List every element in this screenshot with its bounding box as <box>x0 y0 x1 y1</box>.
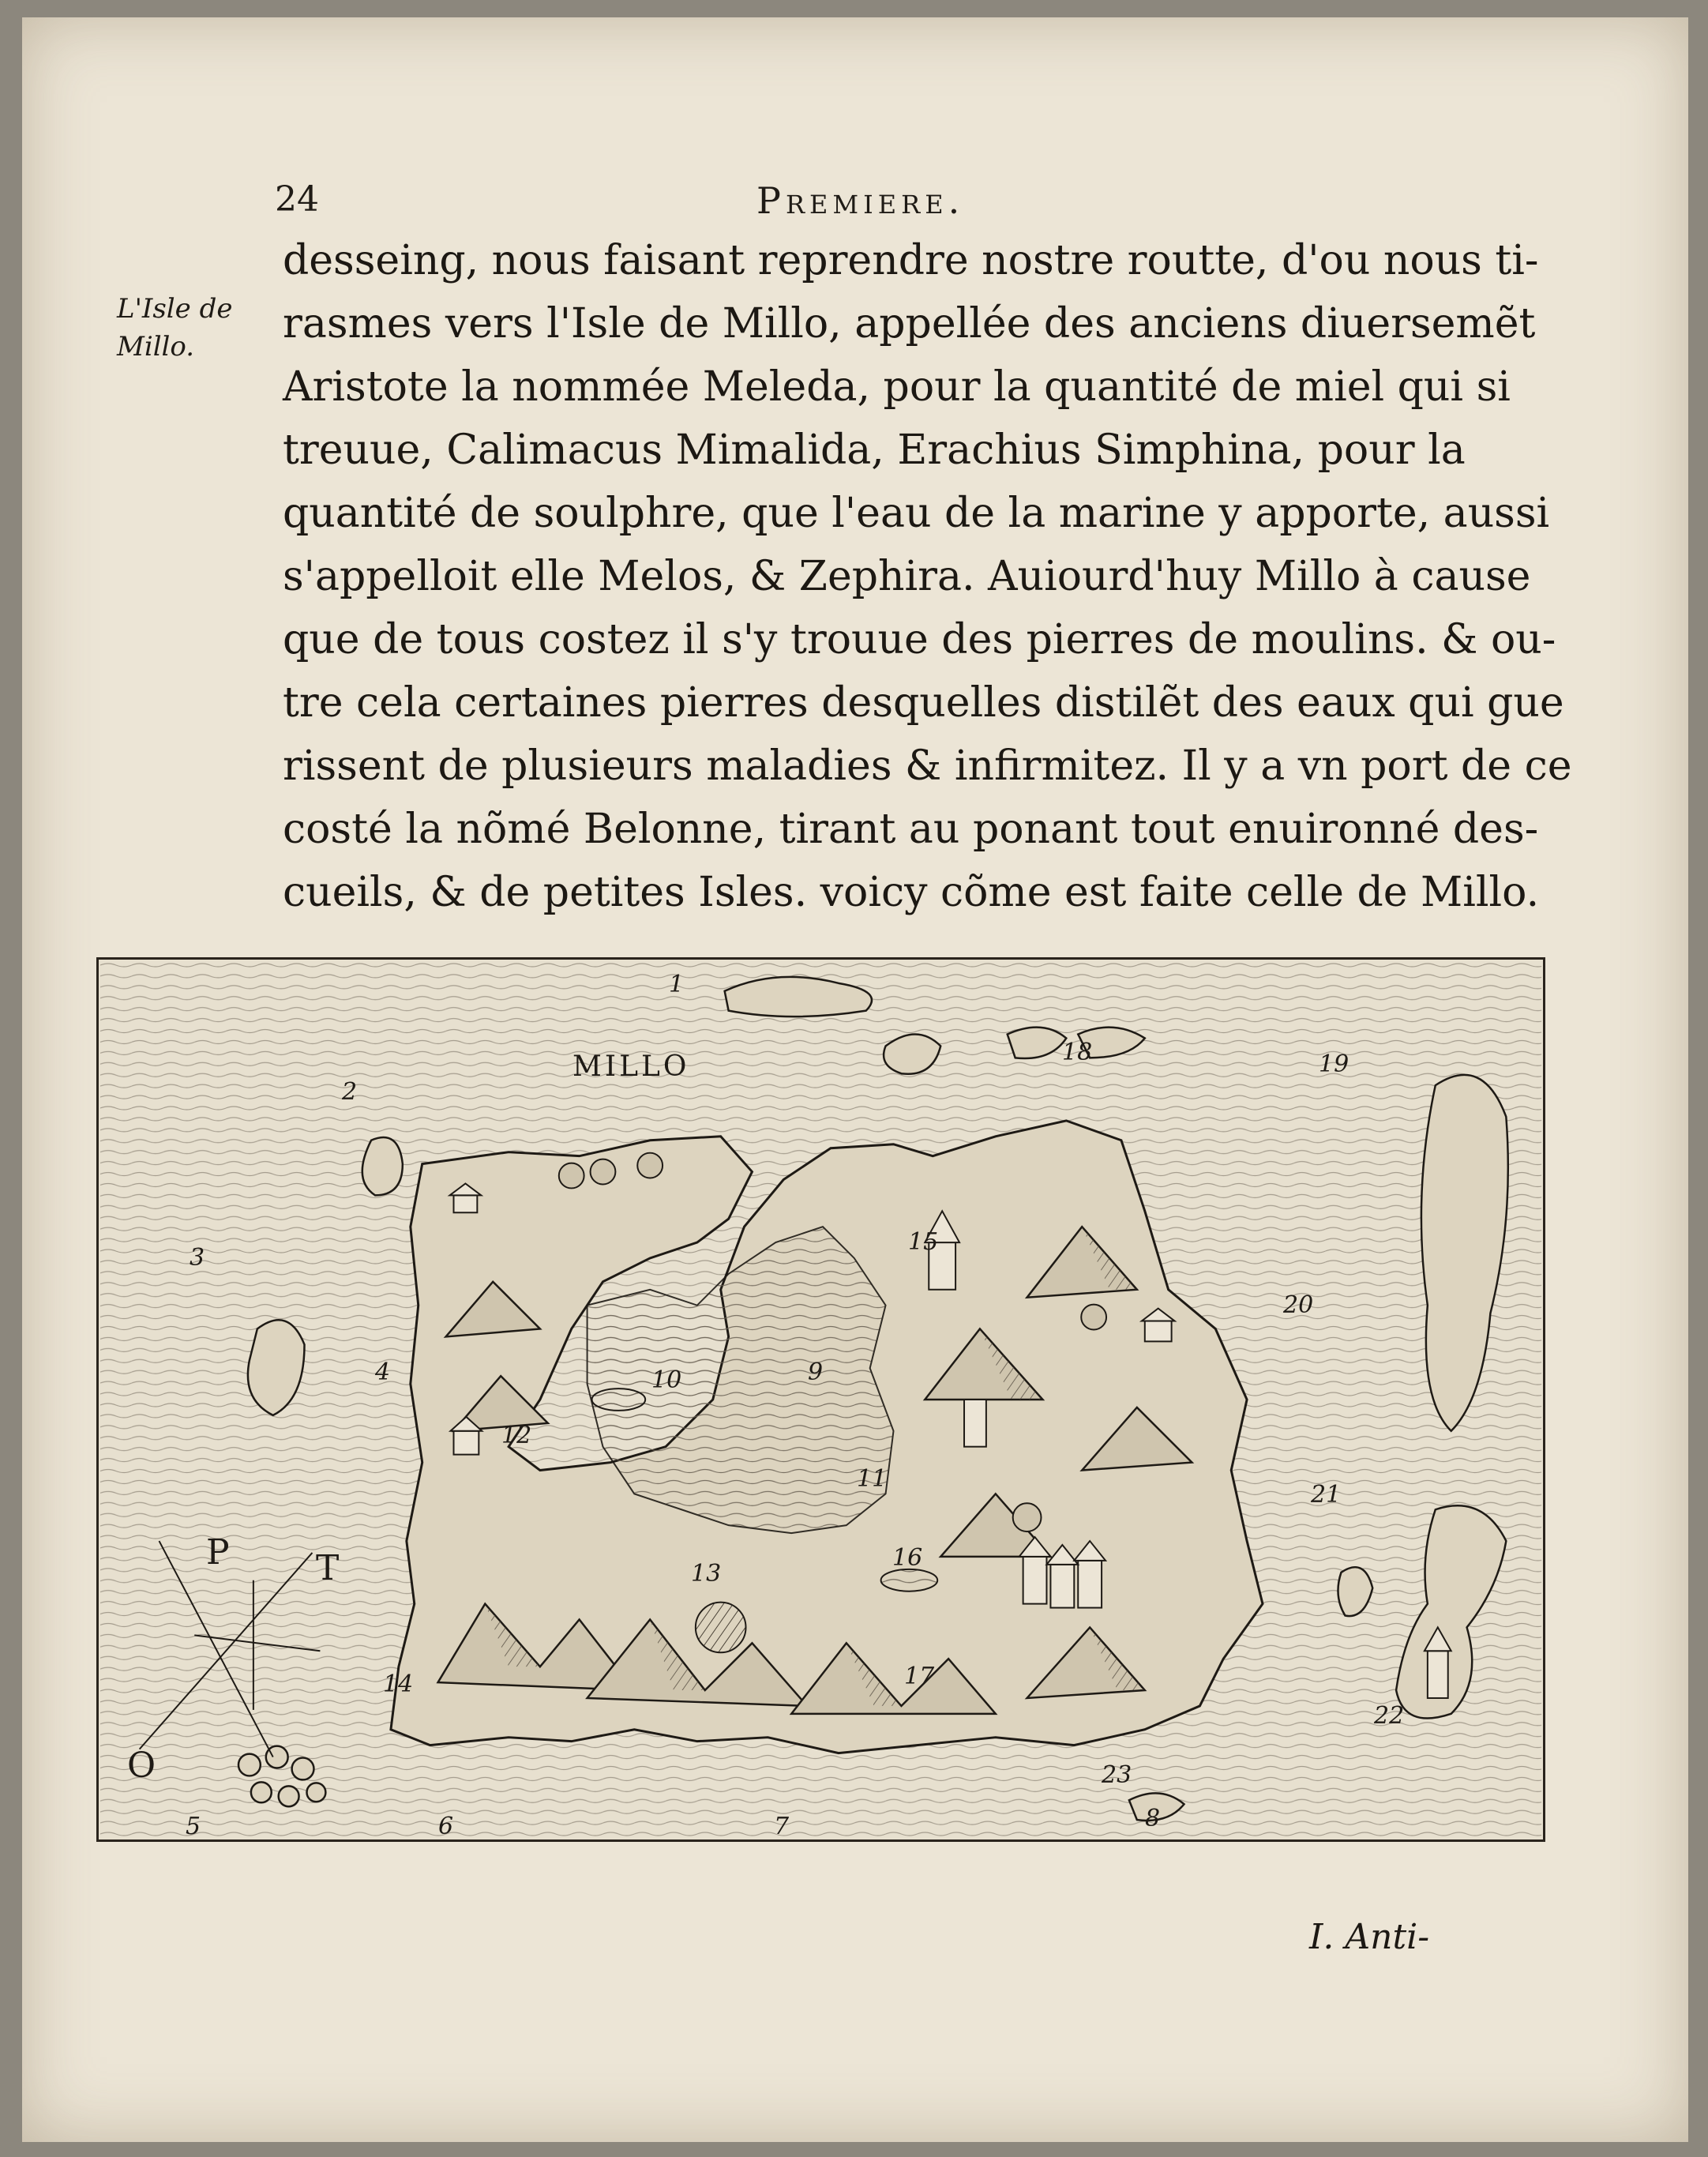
map-number: 11 <box>857 1465 888 1493</box>
book-page <box>22 17 1688 2142</box>
text-line: rasmes vers l'Isle de Millo, appellée des anciens diuersemẽt <box>283 300 1536 348</box>
map-number: 3 <box>190 1244 205 1272</box>
map-number: 4 <box>375 1358 391 1386</box>
map-title: MILLO <box>572 1050 690 1083</box>
map-number: 7 <box>774 1813 790 1840</box>
margin-note-line: Millo. <box>117 331 195 363</box>
map-number: 2 <box>342 1078 358 1106</box>
fortified-town <box>696 1603 746 1653</box>
page-number: 24 <box>275 179 319 220</box>
map-illustration <box>99 960 1543 1839</box>
engraved-map <box>96 957 1545 1842</box>
map-number: 5 <box>186 1813 201 1840</box>
text-line: desseing, nous faisant reprendre nostre routte, d'ou nous ti- <box>283 237 1539 284</box>
text-line: costé la nõmé Belonne, tirant au ponant tout enuironné des- <box>283 806 1539 853</box>
map-number: 13 <box>691 1560 722 1588</box>
map-number: 20 <box>1283 1291 1314 1319</box>
body-text <box>283 229 1572 924</box>
margin-note-line: L'Isle de <box>117 293 233 325</box>
text-line: que de tous costez il s'y trouue des pierres de moulins. & ou- <box>283 616 1556 663</box>
margin-note <box>117 290 275 366</box>
lake <box>881 1569 938 1591</box>
text-line: cueils, & de petites Isles. voicy cõme est faite celle de Millo. <box>283 869 1540 916</box>
map-number: 10 <box>651 1366 682 1394</box>
lake <box>592 1389 646 1411</box>
map-number: 1 <box>669 971 685 998</box>
map-number: 9 <box>808 1358 824 1386</box>
running-head: Premiere. <box>756 179 965 222</box>
text-line: Aristote la nommée Meleda, pour la quantité de miel qui si <box>283 363 1511 411</box>
compass-letter: T <box>316 1548 340 1588</box>
text-line: s'appelloit elle Melos, & Zephira. Auiourd'huy Millo à cause <box>283 553 1531 600</box>
map-number: 8 <box>1145 1805 1161 1832</box>
map-number: 17 <box>904 1663 935 1690</box>
map-number: 19 <box>1319 1050 1350 1078</box>
map-number: 21 <box>1311 1481 1342 1509</box>
text-line: tre cela certaines pierres desquelles distilẽt des eaux qui gue <box>283 679 1564 727</box>
map-number: 12 <box>501 1422 532 1449</box>
text-line: quantité de soulphre, que l'eau de la marine y apporte, aussi <box>283 490 1550 537</box>
map-number: 16 <box>892 1544 923 1572</box>
map-number: 18 <box>1062 1039 1093 1066</box>
compass-letter: O <box>127 1746 156 1786</box>
compass-letter: P <box>206 1532 230 1573</box>
map-number: 6 <box>438 1813 454 1840</box>
map-number: 23 <box>1102 1761 1132 1789</box>
map-number: 14 <box>383 1670 414 1698</box>
map-number: 15 <box>908 1228 939 1256</box>
text-line: treuue, Calimacus Mimalida, Erachius Simphina, pour la <box>283 427 1466 474</box>
map-number: 22 <box>1374 1702 1405 1730</box>
text-line: rissent de plusieurs maladies & infirmitez. Il y a vn port de ce <box>283 742 1572 790</box>
catchword: I. Anti- <box>1309 1917 1430 1957</box>
